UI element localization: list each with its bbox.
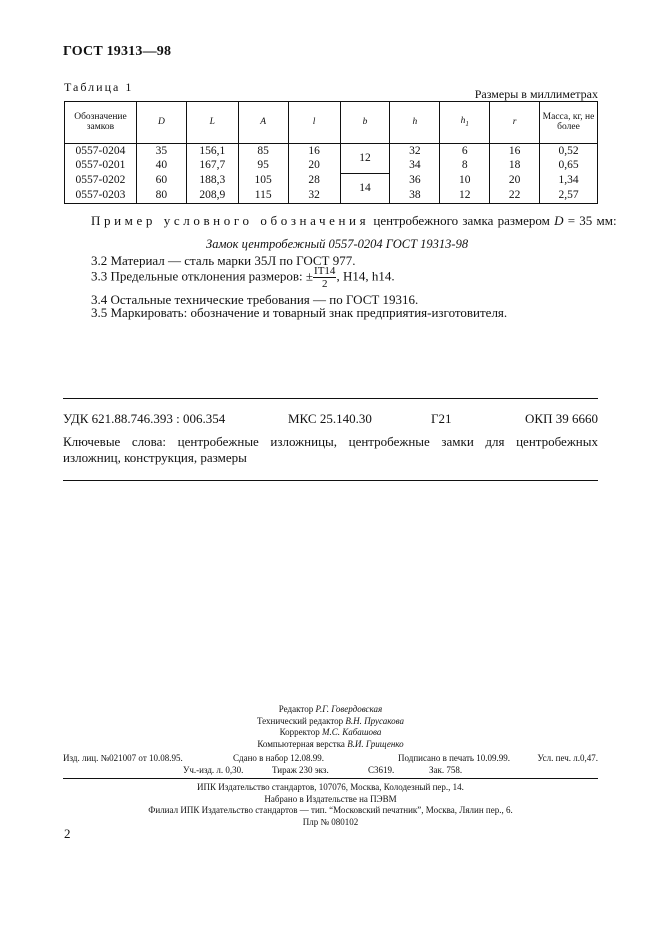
- header-h1: $h_1$: [440, 102, 490, 144]
- tech-editor-name: В.Н. Прусакова: [345, 715, 405, 726]
- page-number: 2: [64, 826, 71, 841]
- header-D: D: [136, 102, 186, 144]
- tolerance-prefix: 3.3 Предельные отклонения размеров: ±: [91, 268, 314, 284]
- table-row: [65, 159, 598, 174]
- item-other-requirements: 3.4 Остальные технические требования — по ГОСТ 19316.: [91, 292, 419, 307]
- layout-label: Компьютерная верстка: [257, 738, 345, 749]
- publisher-address: ИПК Издательство стандартов, 107076, Москва, Колодезный пер., 14.: [197, 782, 464, 792]
- cell-r: 16: [490, 144, 540, 159]
- example-variable: D: [554, 213, 564, 228]
- tolerance-fraction: [313, 265, 336, 290]
- header-A: A: [238, 102, 288, 144]
- example-designation: Замок центробежный 0557-0204 ГОСТ 19313-98: [206, 237, 469, 251]
- cell-A: 95: [238, 159, 288, 174]
- corrector-label: Корректор: [279, 727, 320, 737]
- cell-L: 208,9: [186, 189, 238, 204]
- example-heading: Пример условного обозначения: [91, 213, 370, 228]
- divider: [63, 480, 598, 481]
- cell-h1: 6: [440, 144, 490, 159]
- cell-mass: 0,52: [540, 144, 598, 159]
- cell-mass: 2,57: [540, 189, 598, 204]
- table-row: [65, 144, 598, 159]
- cell-h1: 12: [440, 189, 490, 204]
- fraction-denominator: 2: [321, 278, 328, 291]
- cell-h: 34: [390, 159, 440, 174]
- branch-address: Филиал ИПК Издательство стандартов — тип. “Московский печатник”, Москва, Лялин пер., 6.: [148, 805, 513, 815]
- divider: [63, 398, 598, 399]
- corrector-name: М.С. Кабашова: [321, 727, 382, 737]
- cell-L: 167,7: [186, 159, 238, 174]
- header-h: h: [390, 102, 440, 144]
- cell-D: 80: [136, 189, 186, 204]
- cell-b: 14: [340, 174, 390, 204]
- cell-A: 105: [238, 174, 288, 189]
- layout-name: В.И. Грищенко: [347, 738, 404, 749]
- cell-r: 20: [490, 174, 540, 189]
- table-header-row: [65, 102, 598, 144]
- header-code: Обозначение замков: [65, 102, 137, 144]
- header-b: b: [340, 102, 390, 144]
- table-row: [65, 174, 598, 189]
- item-material: 3.2 Материал — сталь марки 35Л по ГОСТ 977.: [91, 253, 356, 268]
- typeset-note: Набрано в Издательстве на ПЭВМ: [264, 793, 397, 804]
- cell-mass: 0,65: [540, 159, 598, 174]
- editor-label: Редактор: [278, 704, 314, 714]
- order-number: Зак. 758.: [429, 765, 463, 775]
- editorial-credits: [0, 704, 661, 750]
- fraction-numerator: IT14: [314, 265, 336, 277]
- cell-r: 22: [490, 189, 540, 204]
- cell-r: 18: [490, 159, 540, 174]
- cell-l: 20: [288, 159, 340, 174]
- cell-h1: 10: [440, 174, 490, 189]
- item-tolerances: [91, 265, 395, 290]
- cell-l: 32: [288, 189, 340, 204]
- header-l: l: [288, 102, 340, 144]
- header-mass: Масса, кг, не более: [540, 102, 598, 144]
- plr-number: Плр № 080102: [302, 816, 359, 827]
- cell-code: 0557-0203: [65, 189, 137, 204]
- header-r: r: [490, 102, 540, 144]
- cell-A: 115: [238, 189, 288, 204]
- cell-l: 28: [288, 174, 340, 189]
- divider: [63, 778, 598, 779]
- editor-name: Р.Г. Говердовская: [315, 704, 383, 714]
- udk-code: УДК 621.88.746.393 : 006.354: [63, 411, 226, 426]
- sent-date: Сдано в набор 12.08.99.: [233, 753, 325, 763]
- item-marking: 3.5 Маркировать: обозначение и товарный знак предприятия-изготовителя.: [91, 305, 508, 320]
- keywords: Ключевые слова: центробежные изложницы, центробежные замки для центробежных изложниц, конструкция, размеры: [63, 434, 598, 465]
- mks-code: МКС 25.140.30: [288, 411, 372, 426]
- c-number: С3619.: [368, 765, 395, 775]
- dimensions-table: [64, 101, 598, 204]
- example-line: [91, 213, 617, 229]
- cell-D: 35: [136, 144, 186, 159]
- cell-mass: 1,34: [540, 174, 598, 189]
- signed-date: Подписано в печать 10.09.99.: [398, 753, 511, 763]
- cell-A: 85: [238, 144, 288, 159]
- print-sheets: Усл. печ. л.0,47.: [537, 753, 598, 763]
- table-label: Таблица 1: [64, 80, 134, 94]
- cell-h1: 8: [440, 159, 490, 174]
- cell-L: 188,3: [186, 174, 238, 189]
- cell-code: 0557-0204: [65, 144, 137, 159]
- cell-code: 0557-0201: [65, 159, 137, 174]
- group-code: Г21: [431, 411, 452, 426]
- tolerance-suffix: , H14, h14.: [336, 268, 395, 284]
- table-units: Размеры в миллиметрах: [474, 87, 598, 101]
- cell-h: 32: [390, 144, 440, 159]
- print-run: Тираж 230 экз.: [272, 765, 329, 775]
- example-value: = 35 мм:: [567, 213, 617, 228]
- tech-editor-label: Технический редактор: [256, 715, 344, 726]
- cell-D: 40: [136, 159, 186, 174]
- cell-l: 16: [288, 144, 340, 159]
- edition-sheets: Уч.-изд. л. 0,30.: [183, 765, 244, 775]
- cell-h: 38: [390, 189, 440, 204]
- publisher-footer: [0, 782, 661, 828]
- example-text: центробежного замка размером: [373, 213, 550, 228]
- cell-D: 60: [136, 174, 186, 189]
- table-row: [65, 189, 598, 204]
- license: Изд. лиц. №021007 от 10.08.95.: [63, 753, 183, 763]
- cell-L: 156,1: [186, 144, 238, 159]
- header-L: L: [186, 102, 238, 144]
- okp-code: ОКП 39 6660: [525, 411, 598, 426]
- cell-code: 0557-0202: [65, 174, 137, 189]
- document-header: ГОСТ 19313—98: [63, 44, 172, 59]
- cell-b: 12: [340, 144, 390, 174]
- cell-h: 36: [390, 174, 440, 189]
